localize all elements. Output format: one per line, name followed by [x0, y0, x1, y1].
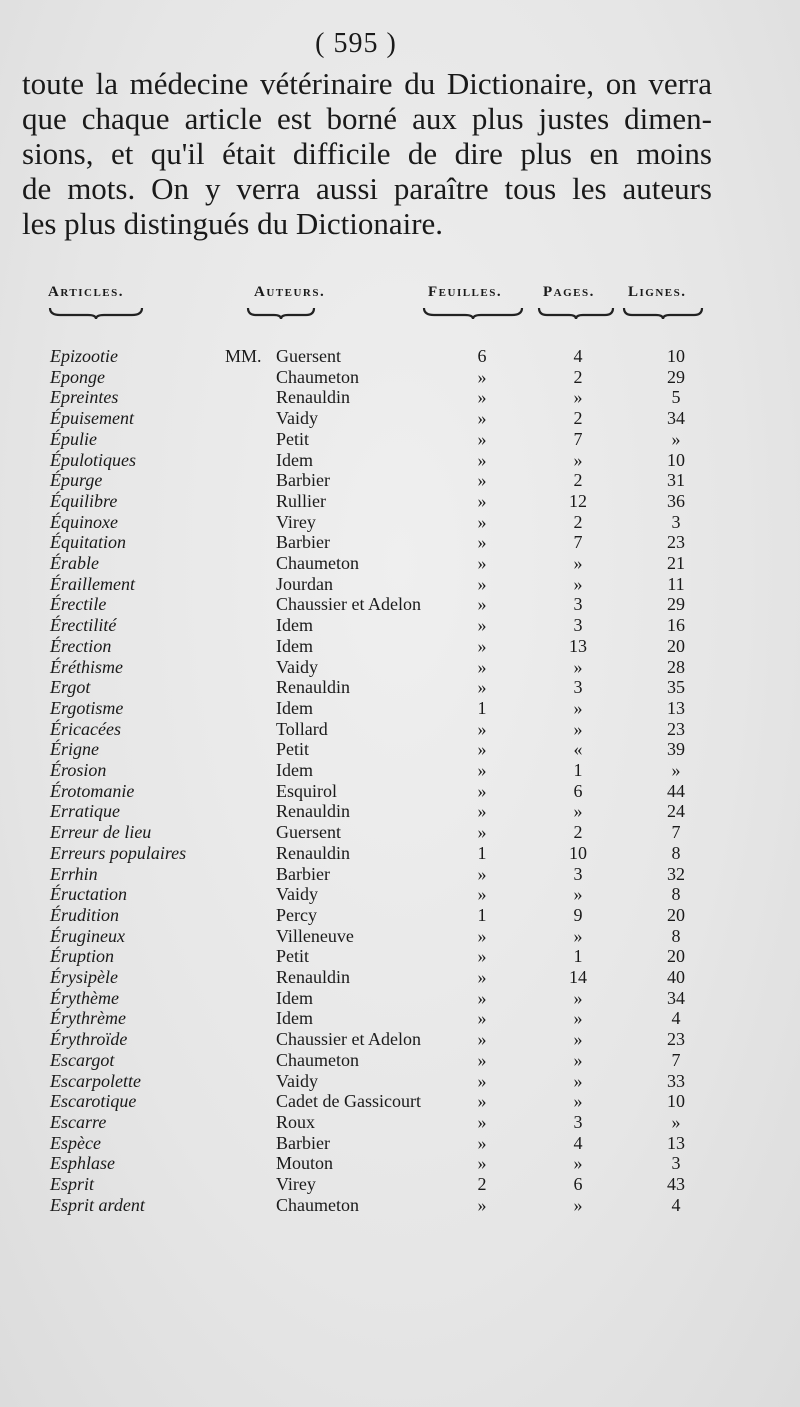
header-auteurs: Auteurs.	[254, 284, 326, 300]
intro-line: toute la médecine vétérinaire du Dictionaire, on verra	[22, 66, 712, 101]
table-row	[0, 760, 800, 781]
table-row	[0, 532, 800, 553]
feuilles-cell: 1	[477, 904, 487, 925]
author-cell: Barbier	[276, 1132, 330, 1153]
lignes-cell: 5	[671, 387, 681, 408]
article-cell: Érosion	[50, 760, 107, 780]
author-cell: Petit	[276, 739, 310, 760]
author-cell: Idem	[276, 1008, 313, 1029]
article-cell: Éricacées	[50, 718, 121, 739]
lignes-cell: 8	[671, 842, 681, 863]
pages-cell: »	[573, 884, 583, 905]
article-cell: Équilibre	[50, 490, 118, 511]
feuilles-cell: »	[477, 1153, 487, 1174]
pages-cell: »	[573, 1029, 583, 1050]
feuilles-cell: »	[477, 532, 487, 553]
author-cell: Renauldin	[276, 677, 350, 698]
lignes-cell: 43	[667, 1174, 685, 1194]
feuilles-cell: »	[477, 553, 487, 573]
author-cell: Idem	[276, 615, 313, 636]
author-cell: Chaumeton	[276, 366, 359, 387]
author-cell: Virey	[276, 1174, 316, 1194]
author-cell: Guersent	[276, 822, 341, 843]
lignes-cell: 29	[667, 366, 685, 387]
article-cell: Érudition	[50, 904, 120, 925]
author-cell: Idem	[276, 760, 313, 780]
article-cell: Érigne	[50, 739, 99, 760]
article-cell: Érythroïde	[50, 1029, 128, 1050]
feuilles-cell: »	[477, 656, 487, 677]
pages-cell: «	[573, 739, 583, 760]
table-row	[0, 677, 800, 698]
feuilles-cell: »	[477, 470, 487, 491]
author-cell: Chaussier et Adelon	[276, 1029, 421, 1050]
table-header	[0, 284, 800, 324]
lignes-cell: 44	[667, 780, 685, 801]
feuilles-cell: »	[477, 822, 487, 843]
table-row	[0, 408, 800, 429]
pages-cell: 12	[569, 490, 587, 511]
lignes-cell: 10	[667, 346, 685, 366]
lignes-cell: 39	[667, 739, 685, 760]
feuilles-cell: »	[477, 1049, 487, 1070]
table-row	[0, 512, 800, 533]
table-row	[0, 429, 800, 450]
article-cell: Esprit	[50, 1174, 95, 1194]
feuilles-cell: »	[477, 615, 487, 636]
article-cell: Éréthisme	[50, 656, 123, 677]
table-row	[0, 367, 800, 388]
article-cell: Eponge	[50, 366, 105, 387]
lignes-cell: 34	[667, 408, 685, 429]
feuilles-cell: »	[477, 573, 487, 594]
feuilles-cell: »	[477, 1029, 487, 1050]
lignes-cell: 34	[667, 987, 685, 1008]
lignes-cell: 28	[667, 656, 685, 677]
header-feuilles: Feuilles.	[428, 284, 503, 300]
lignes-cell: 36	[667, 490, 685, 511]
lignes-cell: 20	[667, 946, 685, 967]
author-cell: Chaumeton	[276, 553, 359, 573]
author-cell: Idem	[276, 697, 313, 718]
feuilles-cell: 1	[477, 697, 487, 718]
article-cell: Épurge	[50, 470, 103, 491]
pages-cell: »	[573, 987, 583, 1008]
lignes-cell: 4	[671, 1008, 681, 1029]
table-row	[0, 1133, 800, 1154]
pages-cell: 1	[573, 946, 583, 967]
article-cell: Équitation	[50, 532, 126, 553]
author-cell: Vaidy	[276, 656, 318, 677]
pages-cell: 3	[573, 594, 583, 615]
feuilles-cell: »	[477, 1070, 487, 1091]
author-cell: Chaussier et Adelon	[276, 594, 421, 615]
author-cell: Vaidy	[276, 408, 318, 429]
header-lignes: Lignes.	[628, 284, 687, 300]
feuilles-cell: »	[477, 635, 487, 656]
article-cell: Escarotique	[50, 1091, 137, 1112]
pages-cell: »	[573, 449, 583, 470]
feuilles-cell: »	[477, 967, 487, 987]
lignes-cell: »	[671, 428, 681, 449]
feuilles-cell: »	[477, 925, 487, 946]
table-row	[0, 574, 800, 595]
pages-cell: 10	[569, 842, 587, 863]
table-row	[0, 1153, 800, 1174]
table-row	[0, 450, 800, 471]
article-cell: Érysipèle	[50, 967, 118, 987]
feuilles-cell: »	[477, 801, 487, 822]
author-cell: Renauldin	[276, 801, 350, 822]
table-row	[0, 615, 800, 636]
table-row	[0, 1195, 800, 1216]
table-row	[0, 905, 800, 926]
table-row	[0, 657, 800, 678]
feuilles-cell: »	[477, 449, 487, 470]
article-cell: Espèce	[50, 1132, 101, 1153]
pages-cell: 13	[569, 635, 587, 656]
table-row	[0, 698, 800, 719]
article-cell: Escargot	[50, 1049, 115, 1070]
lignes-cell: 21	[667, 553, 685, 573]
feuilles-cell: »	[477, 428, 487, 449]
lignes-cell: »	[671, 1111, 681, 1132]
article-cell: Épulie	[50, 428, 97, 449]
author-cell: Cadet de Gassicourt	[276, 1091, 421, 1112]
article-cell: Érection	[50, 635, 112, 656]
pages-cell: 1	[573, 760, 583, 780]
table-row	[0, 1091, 800, 1112]
author-cell: Guersent	[276, 346, 341, 366]
author-cell: Chaumeton	[276, 1194, 359, 1215]
pages-cell: »	[573, 801, 583, 822]
lignes-cell: 10	[667, 1091, 685, 1112]
lignes-cell: 16	[667, 615, 685, 636]
lignes-cell: 8	[671, 925, 681, 946]
table-row	[0, 1071, 800, 1092]
table-row	[0, 967, 800, 988]
author-cell: Chaumeton	[276, 1049, 359, 1070]
lignes-cell: »	[671, 760, 681, 780]
brace-pages	[537, 306, 615, 320]
lignes-cell: 20	[667, 904, 685, 925]
feuilles-cell: »	[477, 408, 487, 429]
feuilles-cell: »	[477, 780, 487, 801]
article-cell: Érectile	[50, 594, 107, 615]
pages-cell: »	[573, 573, 583, 594]
table-row	[0, 1174, 800, 1195]
pages-cell: 14	[569, 967, 587, 987]
pages-cell: »	[573, 697, 583, 718]
page-number: ( 595 )	[315, 28, 397, 59]
author-cell: Percy	[276, 904, 317, 925]
author-cell: Renauldin	[276, 387, 350, 408]
lignes-cell: 29	[667, 594, 685, 615]
lignes-cell: 11	[667, 573, 685, 594]
author-cell: Vaidy	[276, 1070, 318, 1091]
article-cell: Esphlase	[50, 1153, 115, 1174]
table-row	[0, 864, 800, 885]
table-row	[0, 946, 800, 967]
author-cell: Idem	[276, 987, 313, 1008]
lignes-cell: 20	[667, 635, 685, 656]
feuilles-cell: »	[477, 1008, 487, 1029]
table-row	[0, 988, 800, 1009]
article-cell: Épuisement	[50, 408, 134, 429]
pages-cell: 9	[573, 904, 583, 925]
article-cell: Érugineux	[50, 925, 125, 946]
pages-cell: 2	[573, 822, 583, 843]
feuilles-cell: »	[477, 760, 487, 780]
author-cell: Vaidy	[276, 884, 318, 905]
pages-cell: 2	[573, 366, 583, 387]
intro-line: que chaque article est borné aux plus justes dimen-	[22, 101, 712, 136]
pages-cell: »	[573, 1070, 583, 1091]
author-cell: Esquirol	[276, 780, 337, 801]
author-cell: Barbier	[276, 863, 330, 884]
feuilles-cell: »	[477, 366, 487, 387]
table-row	[0, 926, 800, 947]
header-articles: Articles.	[48, 284, 124, 300]
table-row	[0, 1050, 800, 1071]
pages-cell: 7	[573, 428, 583, 449]
lignes-cell: 4	[671, 1194, 681, 1215]
pages-cell: »	[573, 925, 583, 946]
author-cell: Idem	[276, 449, 313, 470]
article-cell: Érable	[50, 553, 99, 573]
lignes-cell: 13	[667, 697, 685, 718]
feuilles-cell: »	[477, 718, 487, 739]
pages-cell: 7	[573, 532, 583, 553]
article-cell: Éraillement	[50, 573, 135, 594]
article-cell: Érythème	[50, 987, 119, 1008]
author-cell: Roux	[276, 1111, 316, 1132]
lignes-cell: 3	[671, 1153, 681, 1174]
author-cell: Petit	[276, 428, 310, 449]
intro-line: de mots. On y verra aussi paraître tous les auteurs	[22, 171, 712, 206]
intro-paragraph	[22, 66, 712, 241]
lignes-cell: 23	[667, 532, 685, 553]
intro-line: les plus distingués du Dictionaire.	[22, 206, 444, 241]
article-cell: Éruption	[50, 946, 115, 967]
feuilles-cell: »	[477, 511, 487, 532]
pages-cell: »	[573, 1194, 583, 1215]
table-row	[0, 884, 800, 905]
article-cell: Ergotisme	[50, 697, 124, 718]
feuilles-cell: »	[477, 594, 487, 615]
author-cell: Renauldin	[276, 842, 350, 863]
mm-prefix: MM.	[225, 346, 262, 366]
author-cell: Barbier	[276, 532, 330, 553]
feuilles-cell: »	[477, 387, 487, 408]
table-row	[0, 387, 800, 408]
article-cell: Erreur de lieu	[50, 822, 152, 843]
feuilles-cell: »	[477, 1111, 487, 1132]
brace-feuilles	[422, 306, 524, 320]
table-row	[0, 1029, 800, 1050]
feuilles-cell: »	[477, 946, 487, 967]
article-cell: Érythrème	[50, 1008, 126, 1029]
table-row	[0, 739, 800, 760]
author-cell: Jourdan	[276, 573, 333, 594]
feuilles-cell: »	[477, 490, 487, 511]
pages-cell: 2	[573, 511, 583, 532]
pages-cell: 3	[573, 677, 583, 698]
author-cell: Petit	[276, 946, 310, 967]
pages-cell: 2	[573, 470, 583, 491]
author-cell: Villeneuve	[276, 925, 354, 946]
table-row	[0, 553, 800, 574]
feuilles-cell: »	[477, 1091, 487, 1112]
pages-cell: 3	[573, 1111, 583, 1132]
feuilles-cell: 6	[477, 346, 487, 366]
lignes-cell: 40	[667, 967, 685, 987]
pages-cell: »	[573, 718, 583, 739]
author-cell: Rullier	[276, 490, 326, 511]
lignes-cell: 10	[667, 449, 685, 470]
author-cell: Barbier	[276, 470, 330, 491]
pages-cell: »	[573, 1153, 583, 1174]
article-cell: Érotomanie	[50, 780, 135, 801]
pages-cell: »	[573, 656, 583, 677]
lignes-cell: 33	[667, 1070, 685, 1091]
lignes-cell: 13	[667, 1132, 685, 1153]
feuilles-cell: »	[477, 739, 487, 760]
author-cell: Idem	[276, 635, 313, 656]
pages-cell: »	[573, 1008, 583, 1029]
article-cell: Epreintes	[50, 387, 119, 408]
author-cell: Renauldin	[276, 967, 350, 987]
article-cell: Escarpolette	[50, 1070, 141, 1091]
pages-cell: 6	[573, 780, 583, 801]
pages-cell: 3	[573, 615, 583, 636]
article-cell: Erratique	[50, 801, 120, 822]
feuilles-cell: »	[477, 1194, 487, 1215]
table-row	[0, 1008, 800, 1029]
article-cell: Ergot	[50, 677, 91, 698]
feuilles-cell: 2	[477, 1174, 487, 1194]
feuilles-cell: 1	[477, 842, 487, 863]
author-cell: Mouton	[276, 1153, 334, 1174]
brace-auteurs	[246, 306, 316, 320]
table-row	[0, 491, 800, 512]
lignes-cell: 31	[667, 470, 685, 491]
lignes-cell: 8	[671, 884, 681, 905]
lignes-cell: 23	[667, 718, 685, 739]
pages-cell: »	[573, 553, 583, 573]
table-row	[0, 719, 800, 740]
article-cell: Épulotiques	[50, 449, 136, 470]
feuilles-cell: »	[477, 863, 487, 884]
lignes-cell: 24	[667, 801, 685, 822]
lignes-cell: 35	[667, 677, 685, 698]
feuilles-cell: »	[477, 1132, 487, 1153]
header-pages: Pages.	[543, 284, 595, 300]
pages-cell: »	[573, 1091, 583, 1112]
lignes-cell: 7	[671, 822, 681, 843]
pages-cell: 3	[573, 863, 583, 884]
feuilles-cell: »	[477, 987, 487, 1008]
table-row	[0, 636, 800, 657]
pages-cell: 4	[573, 346, 583, 366]
article-cell: Erreurs populaires	[50, 842, 187, 863]
author-cell: Virey	[276, 511, 316, 532]
table-row	[0, 470, 800, 491]
article-cell: Errhin	[50, 863, 98, 884]
brace-lignes	[622, 306, 704, 320]
intro-line: sions, et qu'il était difficile de dire plus en moins	[22, 136, 712, 171]
feuilles-cell: »	[477, 677, 487, 698]
brace-articles	[48, 306, 144, 320]
article-cell: Érectilité	[50, 615, 117, 636]
lignes-cell: 32	[667, 863, 685, 884]
lignes-cell: 23	[667, 1029, 685, 1050]
author-cell: Tollard	[276, 718, 328, 739]
lignes-cell: 7	[671, 1049, 681, 1070]
article-cell: Équinoxe	[50, 511, 118, 532]
pages-cell: 2	[573, 408, 583, 429]
lignes-cell: 3	[671, 511, 681, 532]
pages-cell: 6	[573, 1174, 583, 1194]
table-row	[0, 346, 800, 367]
table-row	[0, 594, 800, 615]
article-cell: Éructation	[50, 884, 127, 905]
article-cell: Escarre	[50, 1111, 107, 1132]
table-row	[0, 1112, 800, 1133]
table-row	[0, 781, 800, 802]
feuilles-cell: »	[477, 884, 487, 905]
pages-cell: 4	[573, 1132, 583, 1153]
article-cell: Esprit ardent	[50, 1194, 145, 1215]
article-cell: Epizootie	[50, 346, 118, 366]
pages-cell: »	[573, 387, 583, 408]
table-row	[0, 801, 800, 822]
table-row	[0, 822, 800, 843]
table-row	[0, 843, 800, 864]
pages-cell: »	[573, 1049, 583, 1070]
